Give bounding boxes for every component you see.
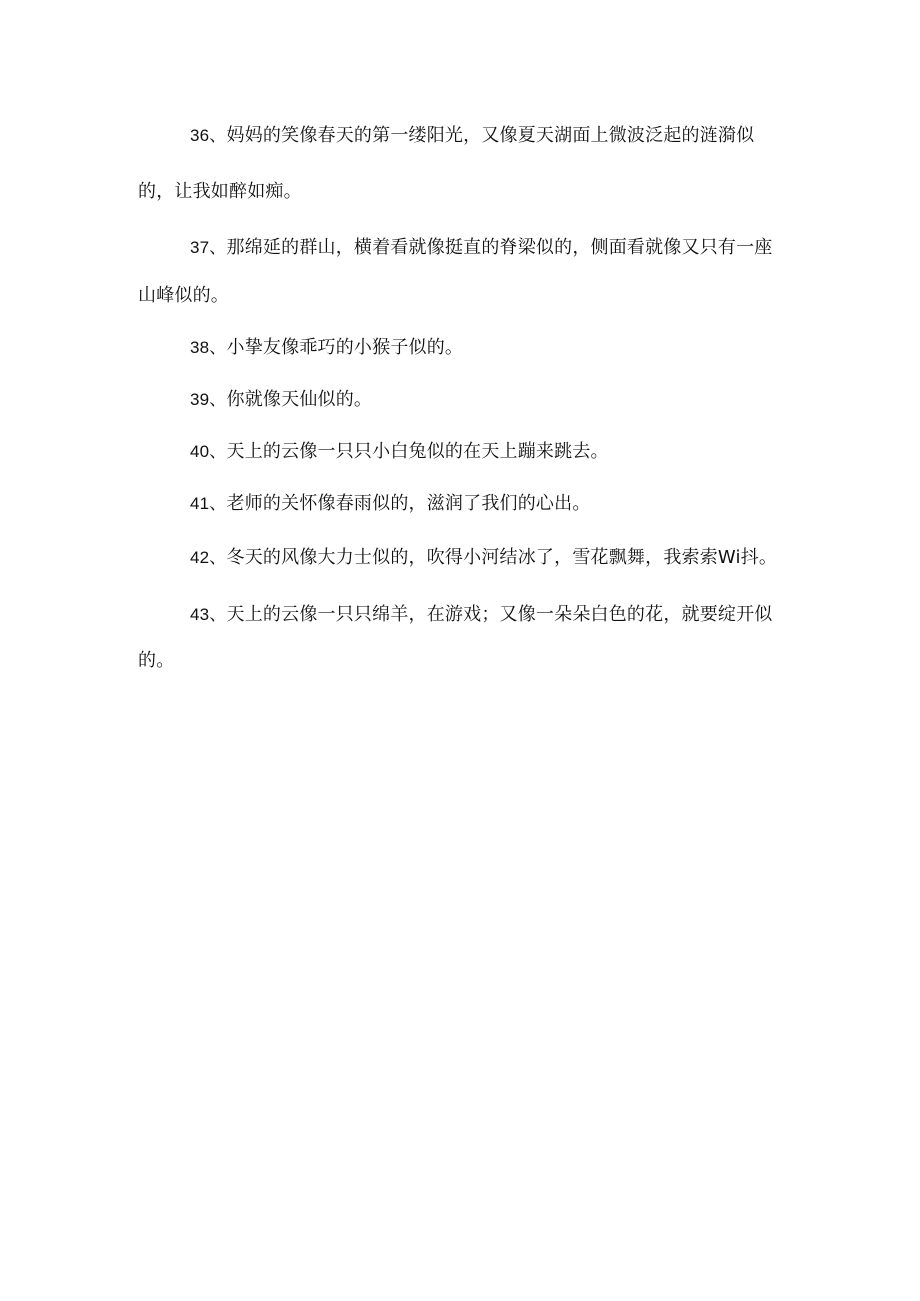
paragraph-text: 妈妈的笑像春天的第一缕阳光，又像夏天湖面上微波泛起的涟漪似的，让我如醉如痴。 [138,125,755,202]
paragraph-43 [138,592,780,684]
paragraph-40 [138,434,780,470]
paragraph-text: 小挚友像乖巧的小猴子似的。 [226,337,464,358]
item-number: 42、 [190,548,227,567]
item-number: 43、 [190,605,227,624]
item-number: 37、 [190,238,227,257]
item-number: 39、 [190,390,227,409]
paragraph-38 [138,330,780,366]
paragraph-text: 冬天的风像大力士似的，吹得小河结冰了，雪花飘舞，我索索Wi抖。 [226,547,778,568]
paragraph-42 [138,532,780,584]
paragraph-39 [138,382,780,418]
document-body [138,118,780,700]
paragraph-text: 你就像天仙似的。 [226,389,373,410]
paragraph-text: 那绵延的群山，横着看就像挺直的脊梁似的，侧面看就像又只有一座山峰似的。 [138,237,773,306]
paragraph-text: 天上的云像一只只绵羊，在游戏；又像一朵朵白色的花，就要绽开似的。 [138,604,773,671]
item-number: 40、 [190,442,227,461]
paragraph-37 [138,224,780,320]
paragraph-text: 天上的云像一只只小白兔似的在天上蹦来跳去。 [226,441,609,462]
item-number: 38、 [190,338,227,357]
paragraph-41 [138,486,780,522]
item-number: 36、 [190,126,227,145]
item-number: 41、 [190,494,227,513]
paragraph-36 [138,108,780,220]
paragraph-text: 老师的关怀像春雨似的，滋润了我们的心出。 [226,493,591,514]
